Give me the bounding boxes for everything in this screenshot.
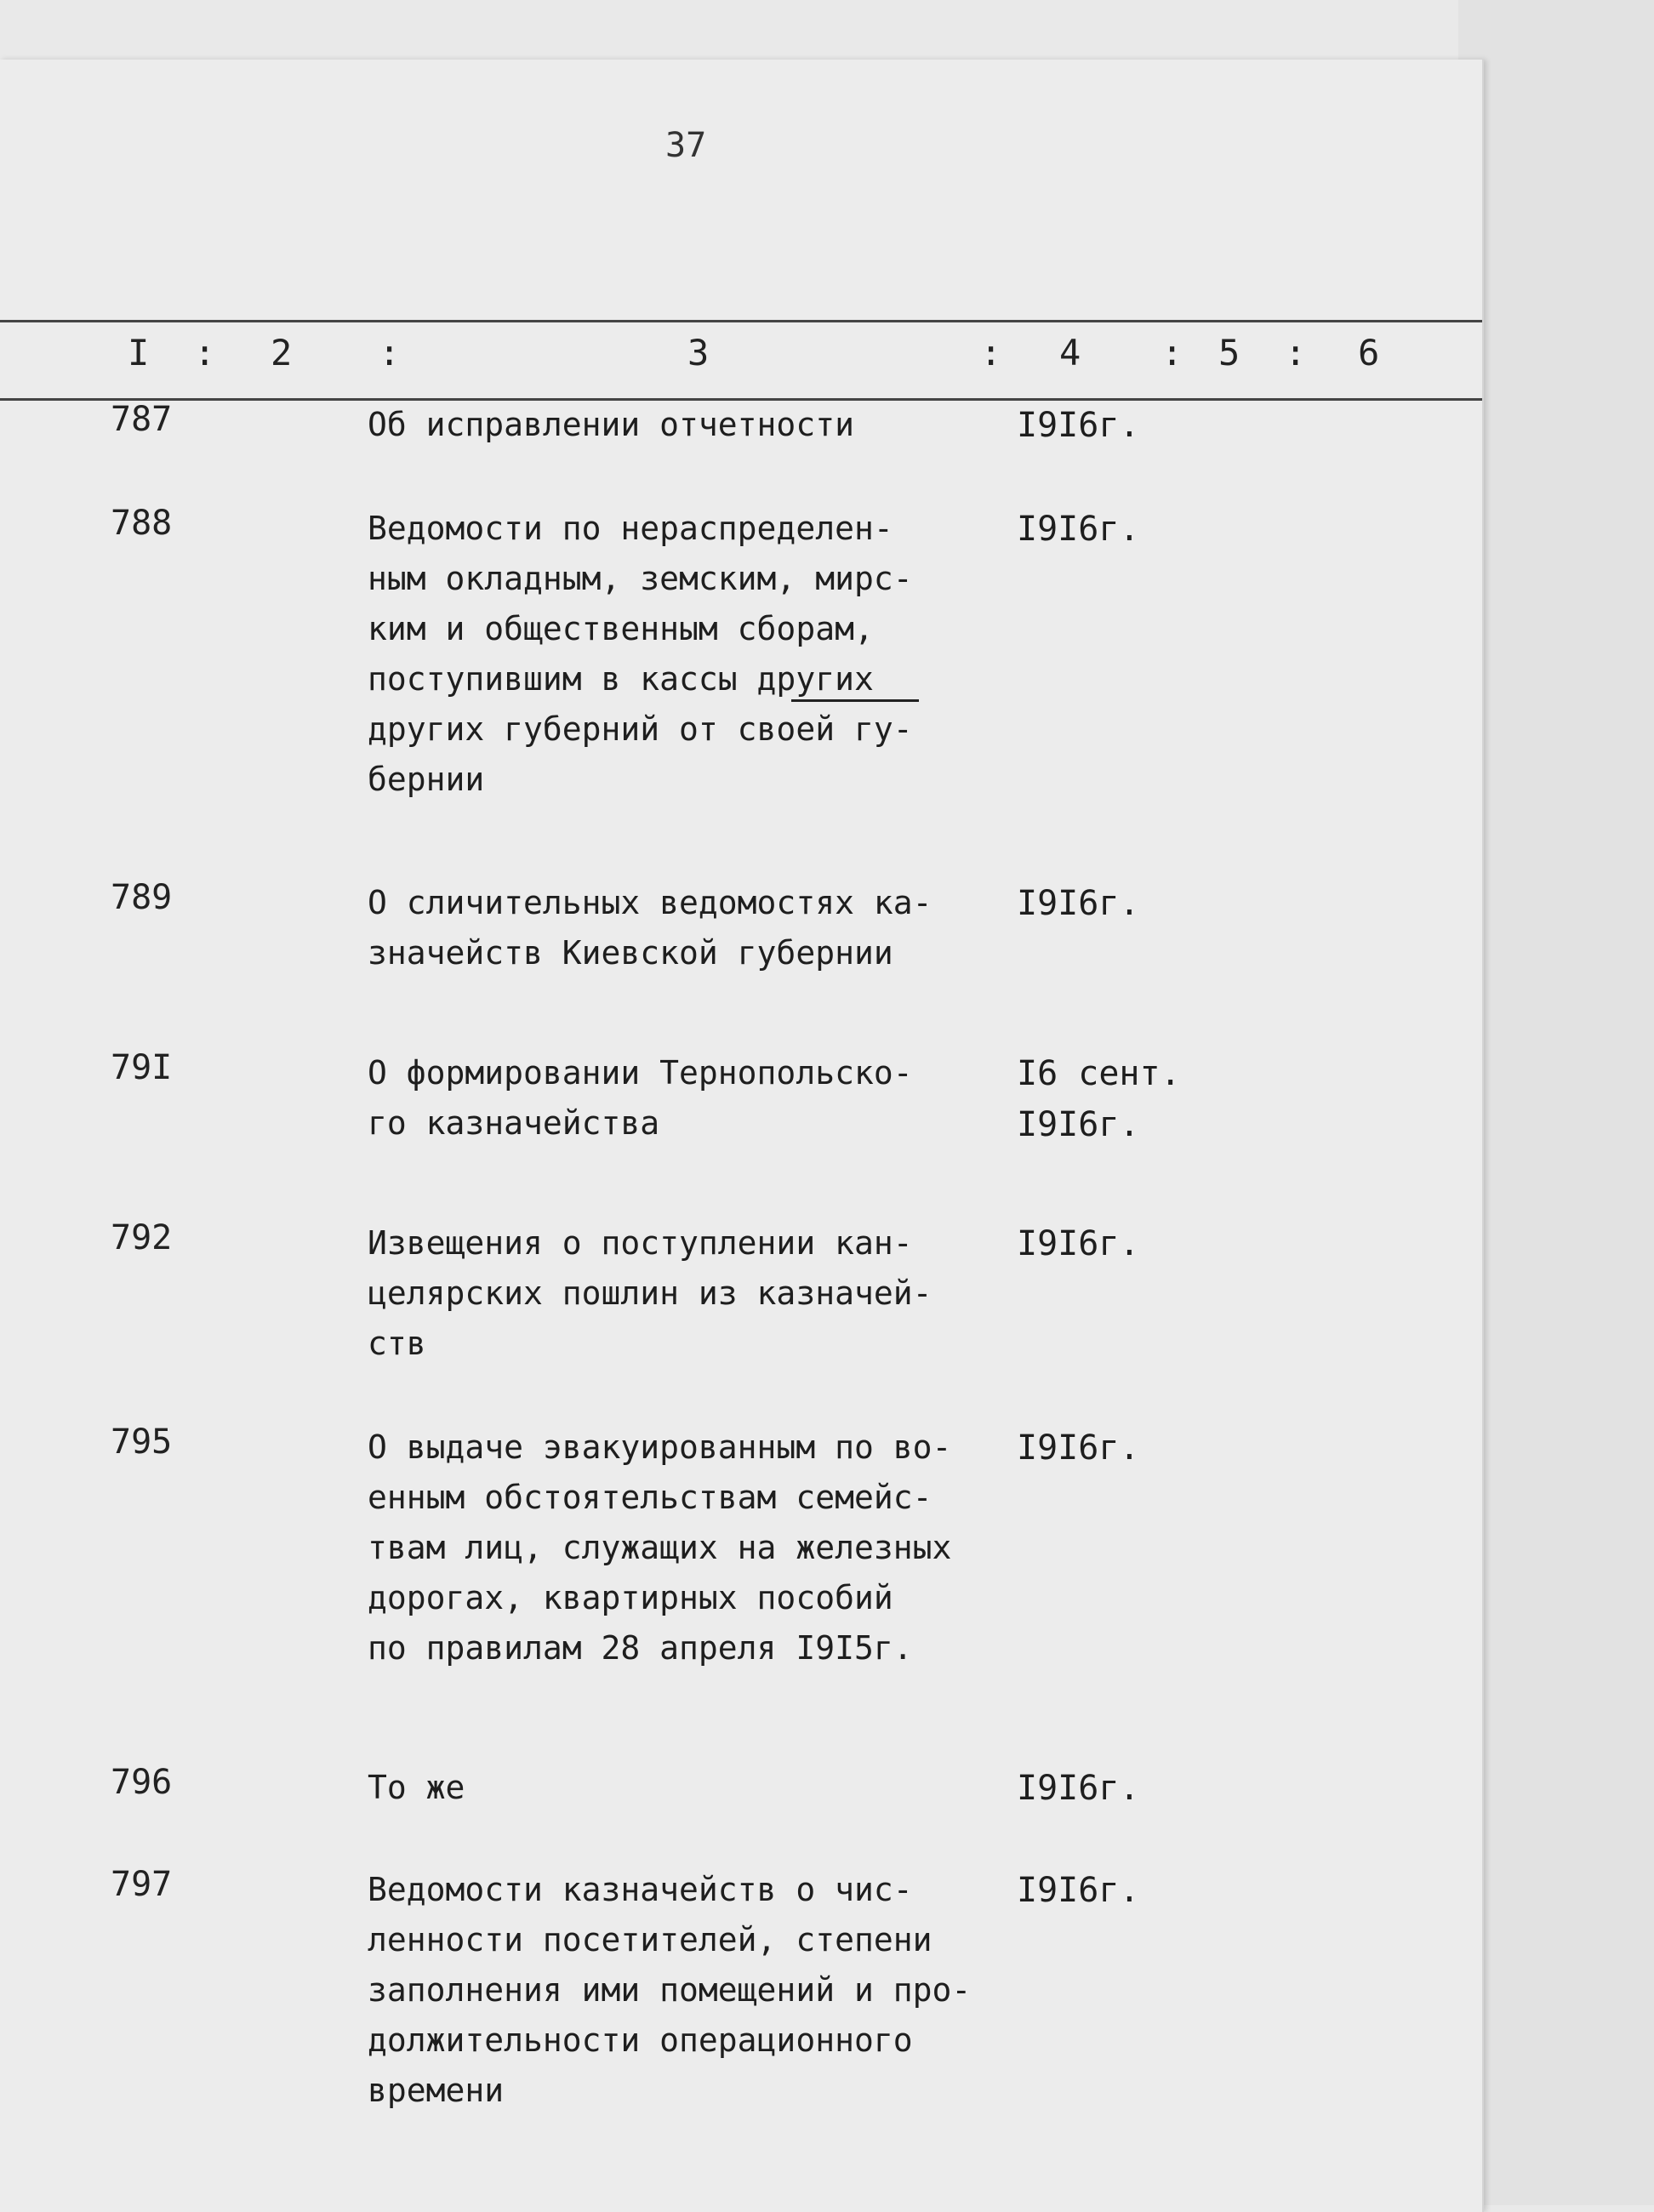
entry-title: Ведомости по нераспределен- ным окладным, земским, мирс- ким и общественным сборам, поступившим в кассы другиx других губерний от своей гу- бернии [368, 510, 913, 798]
page-number: 37 [665, 126, 707, 165]
entry-title: О формировании Тернопольско- го казначейства [368, 1054, 913, 1142]
entry-title: О выдаче эвакуированным по во- енным обстоятельствам семейс- твам лиц, служащих на железных дорогах, квартирных пособий по правилам 28 апреля I9I5г. [368, 1428, 952, 1667]
document-page [0, 60, 1484, 2212]
column-header-3: 3 [687, 332, 710, 373]
header-rule-top [0, 320, 1482, 322]
column-header-4: 4 [1059, 332, 1081, 373]
entry-number: 787 [111, 400, 173, 439]
entry-title: Об исправлении отчетности [368, 406, 854, 443]
entry-title: Ведомости казначейств о чис- ленности посетителей, степени заполнения ими помещений и про- должительности операционного времени [368, 1871, 972, 2109]
underlying-page [1458, 0, 1654, 2205]
entry-number: 796 [111, 1763, 173, 1802]
entry-number: 795 [111, 1422, 173, 1462]
entry-date: I9I6г. [1017, 510, 1140, 549]
column-separator: : [194, 332, 216, 373]
entry-date: I9I6г. [1017, 1428, 1140, 1468]
entry-number: 79I [111, 1048, 173, 1087]
column-header-6: 6 [1358, 332, 1380, 373]
entry-date: I9I6г. [1017, 1871, 1140, 1910]
entry-date: I9I6г. [1017, 406, 1140, 445]
column-header-1: I [128, 332, 150, 373]
entry-date: I9I6г. [1017, 1224, 1140, 1263]
column-header-5: 5 [1218, 332, 1240, 373]
entry-number: 792 [111, 1218, 173, 1257]
column-separator: : [379, 332, 401, 373]
strikethrough-mark [791, 699, 919, 702]
entry-date: I9I6г. [1017, 884, 1140, 923]
entry-title: О сличительных ведомостях ка- значейств Киевской губернии [368, 884, 933, 972]
column-header-2: 2 [271, 332, 293, 373]
column-separator: : [1285, 332, 1307, 373]
column-separator: : [980, 332, 1002, 373]
entry-date: I9I6г. [1017, 1769, 1140, 1808]
entry-date: I6 сент. I9I6г. [1017, 1054, 1181, 1144]
entry-number: 788 [111, 504, 173, 543]
column-separator: : [1161, 332, 1183, 373]
entry-number: 789 [111, 878, 173, 917]
entry-number: 797 [111, 1865, 173, 1904]
entry-title: Извещения о поступлении кан- целярских пошлин из казначей- ств [368, 1224, 933, 1362]
entry-title: То же [368, 1769, 465, 1806]
